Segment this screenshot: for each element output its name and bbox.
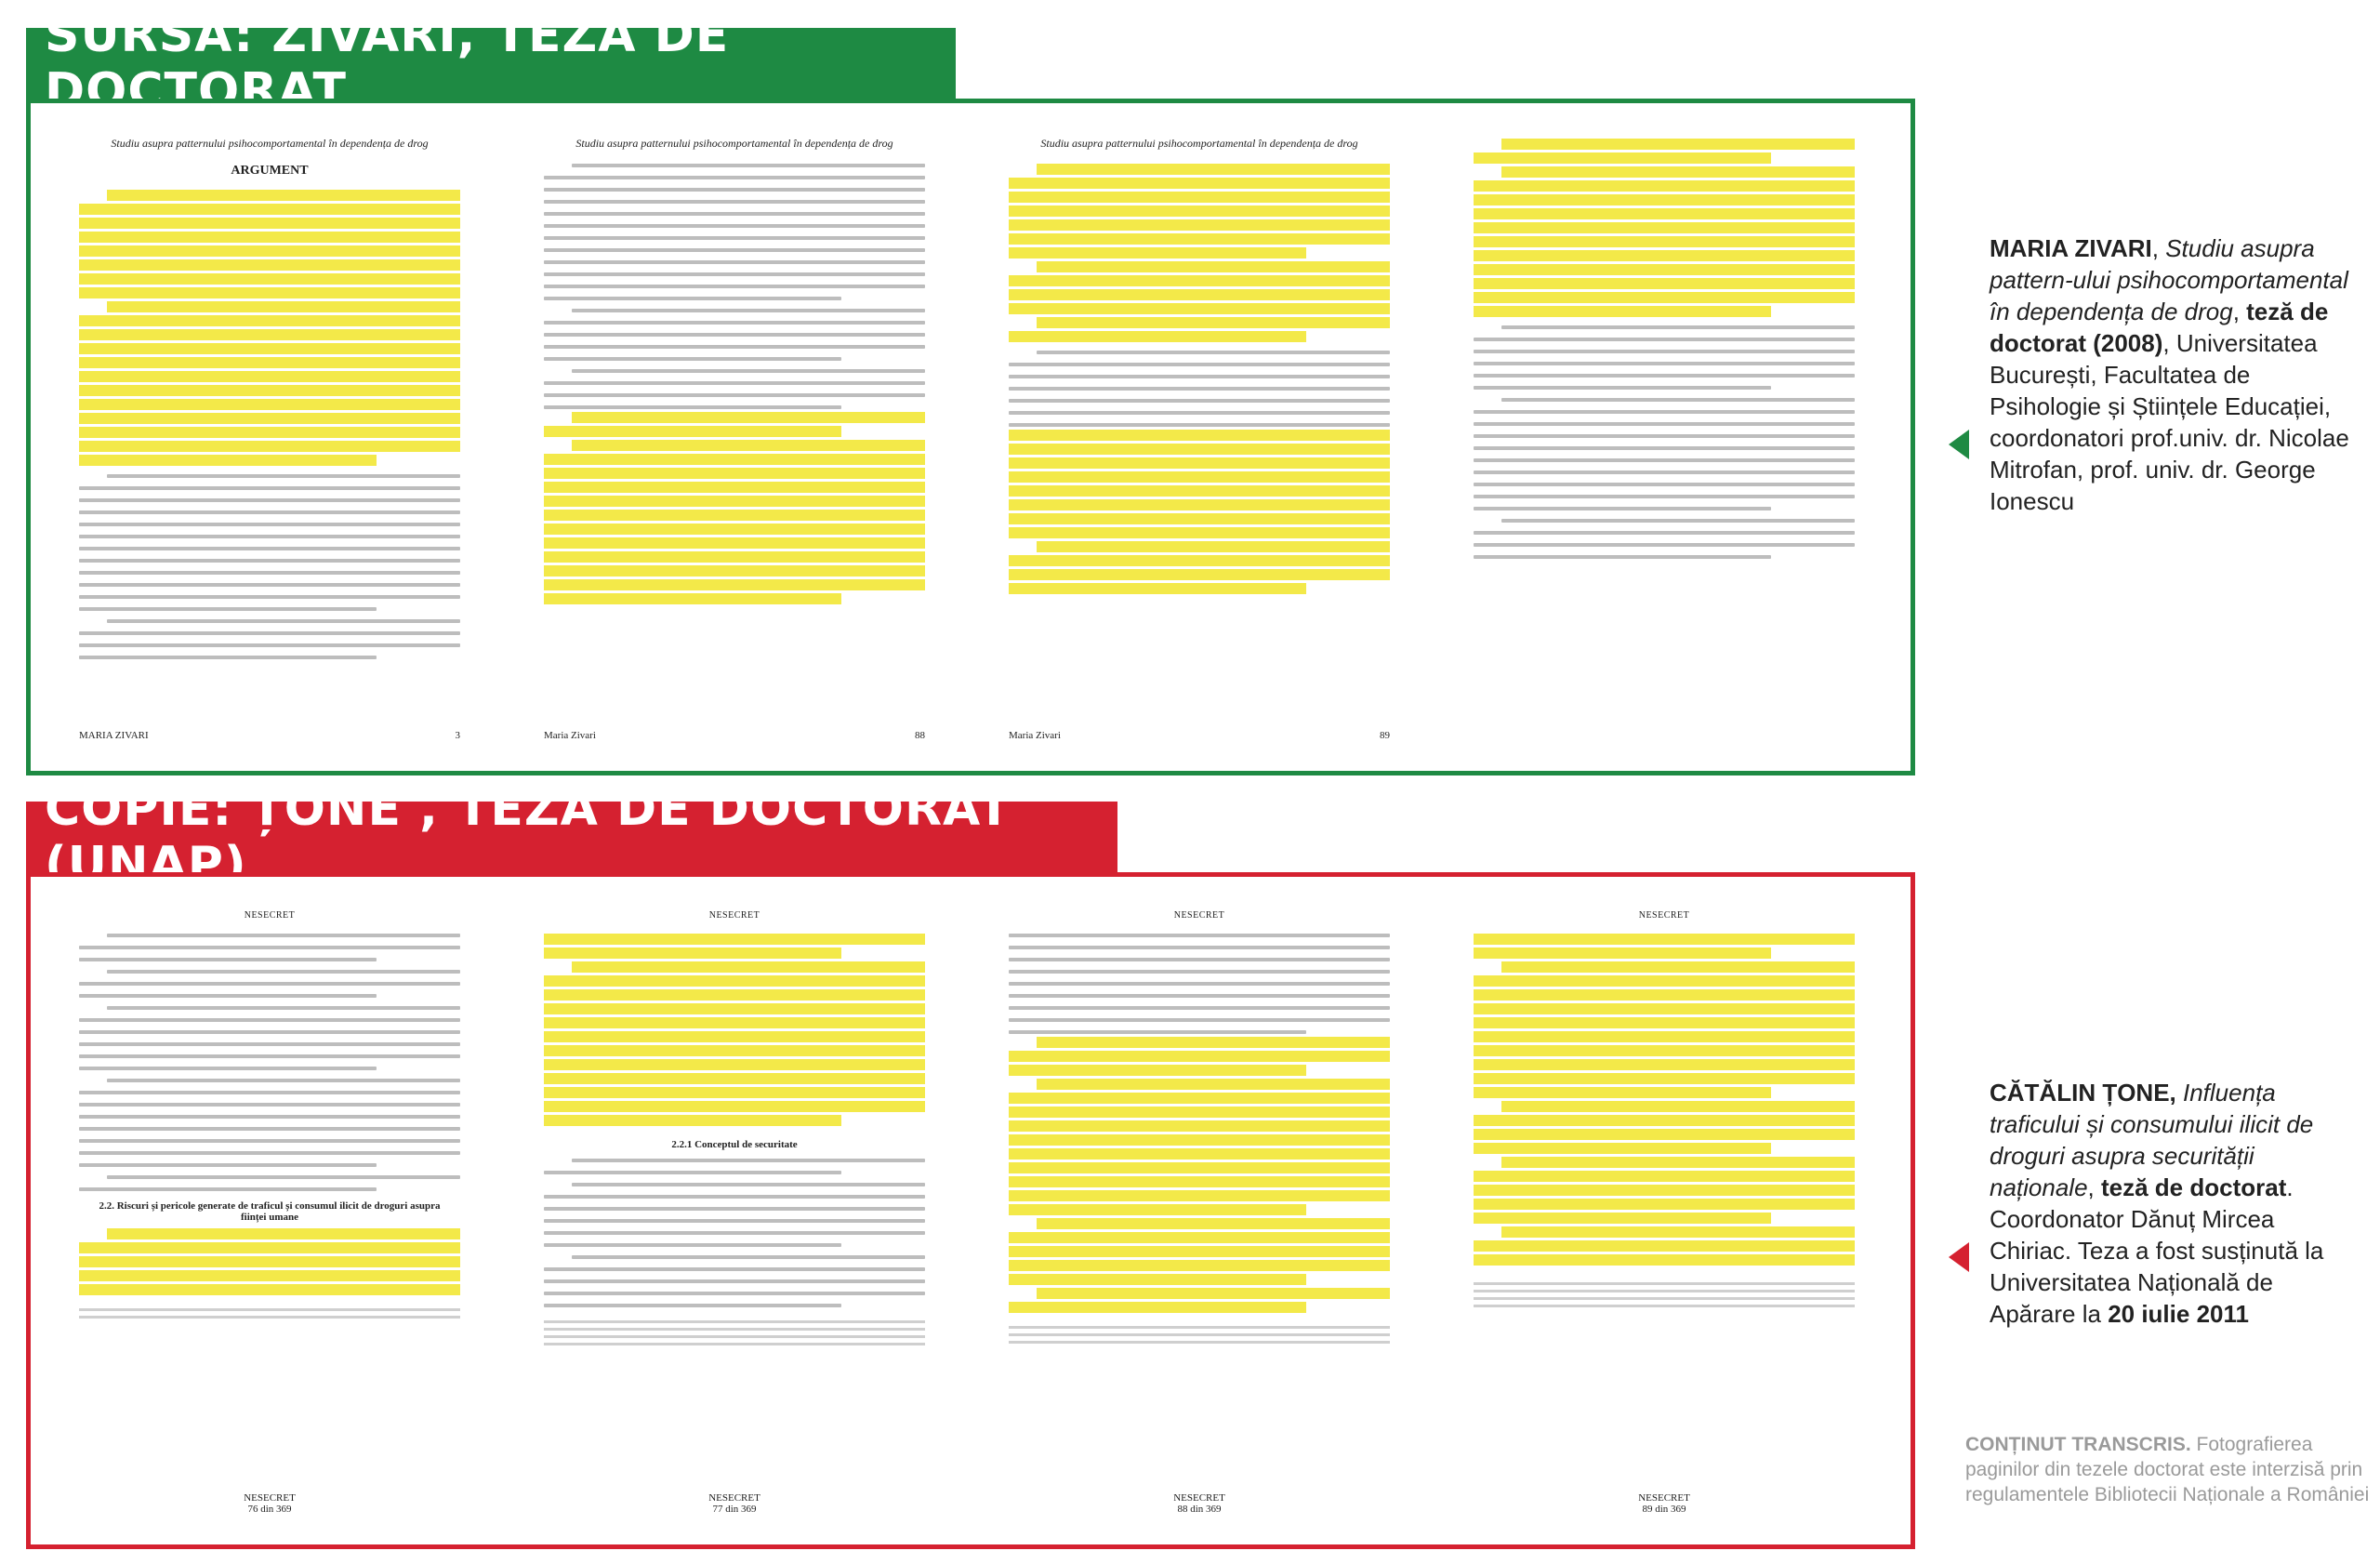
page-header: Studiu asupra patternului psihocomportamental în dependența de drog [111, 137, 429, 150]
source-page-3 [981, 126, 1418, 750]
source-page-1 [51, 126, 488, 750]
page-footer: MARIA ZIVARI 3 [79, 730, 460, 741]
source-page-4 [1446, 126, 1883, 750]
copy-page-4 [1446, 899, 1883, 1524]
copy-caption: CĂTĂLIN ȚONE, Influența traficului și consumului ilicit de droguri asupra securității naționale, teză de doctorat. Coordonator Dănuț Mircea Chiriac. Teza a fost susținută la Universitatea Națională de Apărare la 20 iulie 2011 [1990, 1079, 2324, 1328]
copy-page-2 [516, 899, 953, 1524]
page-footer: NESECRET 76 din 369 [244, 1492, 296, 1515]
page-header: NESECRET [244, 910, 296, 921]
page-title: ARGUMENT [231, 164, 309, 178]
source-pointer-icon [1949, 430, 1969, 459]
page-header: NESECRET [1638, 910, 1690, 921]
page-footer: NESECRET 89 din 369 [1638, 1492, 1690, 1515]
copy-page-1 [51, 899, 488, 1524]
source-caption: MARIA ZIVARI, Studiu asupra pattern-ului psihocomportamental în dependența de drog, teză de doctorat (2008), Universitatea București, Facultatea de Psihologie și Științele Educației, coordonatori prof.univ. dr. Nicolae Mitrofan, prof. univ. dr. George Ionescu [1990, 234, 2349, 515]
section-heading: 2.2.1 Conceptul de securitate [671, 1139, 798, 1150]
source-banner: SURSĂ: ZIVARI, TEZĂ DE DOCTORAT [26, 28, 956, 99]
source-page-2 [516, 126, 953, 750]
page-header: Studiu asupra patternului psihocomportamental în dependența de drog [575, 137, 893, 150]
page-footer: Maria Zivari 88 [544, 730, 925, 741]
copy-frame [26, 872, 1915, 1549]
page-footer: NESECRET 88 din 369 [1173, 1492, 1225, 1515]
copy-pointer-icon [1949, 1242, 1969, 1272]
section-heading: 2.2. Riscuri și pericole generate de traficul și consumul ilicit de droguri asupra ființei umane [99, 1200, 441, 1223]
page-header: NESECRET [1173, 910, 1225, 921]
page-header: NESECRET [708, 910, 760, 921]
page-footer: Maria Zivari 89 [1009, 730, 1390, 741]
transcription-note: CONȚINUT TRANSCRIS. Fotografierea paginilor din tezele doctorat este interzisă prin regulamentele Bibliotecii Naționale a României [1965, 1434, 2370, 1505]
copy-page-3 [981, 899, 1418, 1524]
source-frame [26, 99, 1915, 775]
page-footer: NESECRET 77 din 369 [708, 1492, 760, 1515]
copy-banner: COPIE: ȚONE , TEZĂ DE DOCTORAT (UNAP) [26, 802, 1117, 872]
page-header: Studiu asupra patternului psihocomportamental în dependența de drog [1040, 137, 1358, 150]
